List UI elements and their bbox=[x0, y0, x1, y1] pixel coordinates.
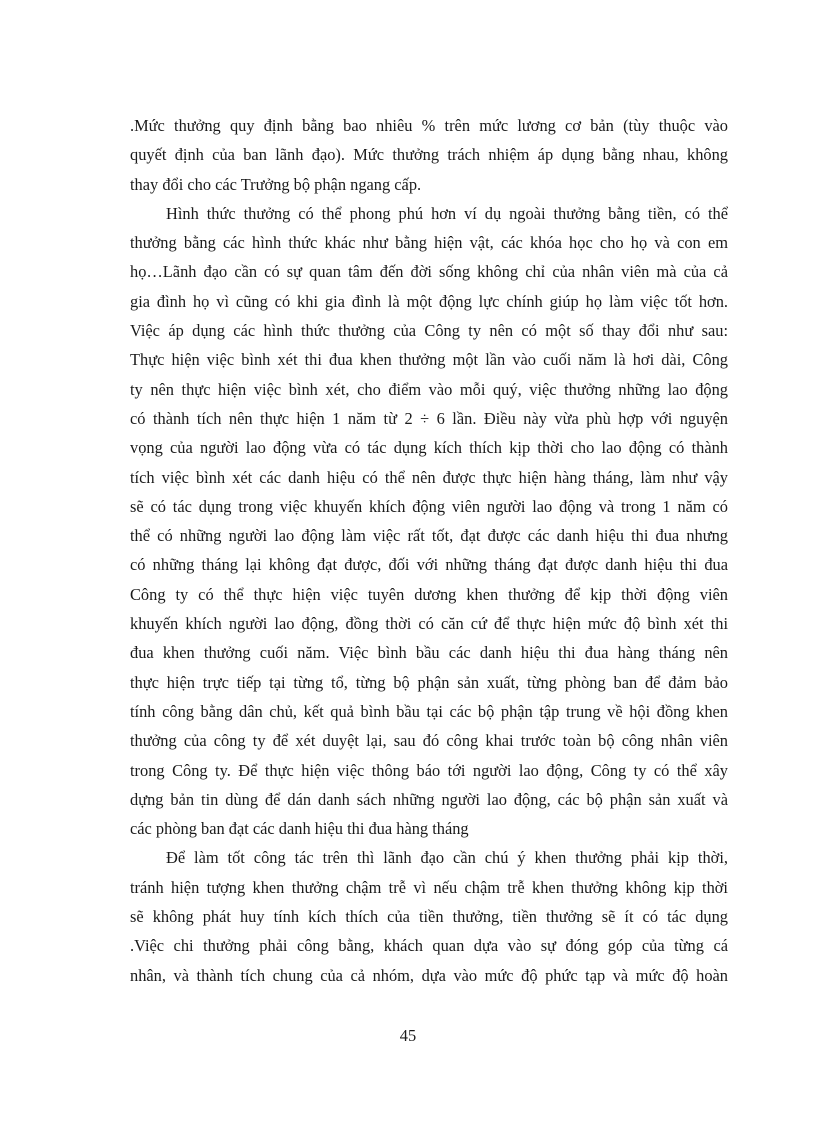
text-line: .Mức thưởng quy định bằng bao nhiêu % trên mức lương cơ bản (tùy thuộc vào bbox=[130, 116, 728, 135]
text-line: thưởng bằng các hình thức khác như bằng hiện vật, các khóa học cho họ và con em bbox=[130, 233, 728, 253]
text-line: đua khen thưởng cuối năm. Việc bình bầu các danh hiệu thi đua hàng tháng nên bbox=[130, 643, 728, 663]
text-line: khuyến khích người lao động, đồng thời có căn cứ để thực hiện mức độ bình xét thi bbox=[130, 614, 728, 634]
text-line: nhân, và thành tích chung của cả nhóm, dựa vào mức độ phức tạp và mức độ hoàn bbox=[130, 965, 728, 985]
text-line: tránh hiện tượng khen thưởng chậm trễ vì nếu chậm trễ khen thưởng không kịp thời bbox=[130, 877, 728, 897]
paragraph-start-line: Để làm tốt công tác trên thì lãnh đạo cần chú ý khen thưởng phải kịp thời, bbox=[166, 848, 728, 868]
text-line: gia đình họ vì cũng có khi gia đình là một động lực chính giúp họ làm việc tốt hơn. bbox=[130, 291, 728, 311]
text-line: họ…Lãnh đạo cần có sự quan tâm đến đời sống không chỉ của nhân viên mà của cả bbox=[130, 262, 728, 282]
text-line: ty nên thực hiện việc bình xét, cho điểm vào mỗi quý, việc thưởng những lao động bbox=[130, 379, 728, 399]
text-line: .Việc chi thưởng phải công bằng, khách quan dựa vào sự đóng góp của từng cá bbox=[130, 936, 728, 956]
text-line: thưởng của công ty để xét duyệt lại, sau đó công khai trước toàn bộ công nhân viên bbox=[130, 731, 728, 751]
text-line: quyết định của ban lãnh đạo). Mức thưởng trách nhiệm áp dụng bằng nhau, không bbox=[130, 145, 728, 165]
text-line: vọng của người lao động vừa có tác dụng kích thích kịp thời cho lao động có thành bbox=[130, 438, 728, 458]
text-line: sẽ có tác dụng trong việc khuyến khích động viên người lao động và trong 1 năm có bbox=[130, 496, 728, 516]
text-line: có thành tích nên thực hiện 1 năm từ 2 ÷ 6 lần. Điều này vừa phù hợp với nguyện bbox=[130, 408, 728, 428]
text-line: tính công bằng dân chủ, kết quả bình bầu tại các bộ phận tập trung về hội đồng khen bbox=[130, 701, 728, 721]
text-line: các phòng ban đạt các danh hiệu thi đua hàng tháng bbox=[130, 819, 469, 839]
text-line: có những tháng lại không đạt được, đối với những tháng đạt được danh hiệu thi đua bbox=[130, 555, 728, 575]
text-line: thể có những người lao động làm việc rất tốt, đạt được các danh hiệu thi đua nhưng bbox=[130, 526, 728, 546]
text-line: thay đổi cho các Trưởng bộ phận ngang cấp. bbox=[130, 174, 422, 194]
paragraph-start-line: Hình thức thưởng có thể phong phú hơn ví dụ ngoài thưởng bằng tiền, có thể bbox=[166, 203, 728, 223]
body-text bbox=[130, 111, 728, 990]
text-line: tích việc bình xét các danh hiệu có thể nên được thực hiện hàng tháng, làm như vậy bbox=[130, 467, 728, 487]
text-line: thực hiện trực tiếp tại từng tổ, từng bộ phận sản xuất, từng phòng ban để đảm bảo bbox=[130, 672, 728, 692]
text-line: dựng bản tin dùng để dán danh sách những người lao động, các bộ phận sản xuất và bbox=[130, 789, 728, 809]
page-number: 45 bbox=[399, 1026, 417, 1045]
text-line: sẽ không phát huy tính kích thích của tiền thưởng, tiền thưởng sẽ ít có tác dụng bbox=[130, 907, 728, 927]
text-line: Công ty có thể thực hiện việc tuyên dương khen thưởng để kịp thời động viên bbox=[130, 584, 728, 604]
text-line: Thực hiện việc bình xét thi đua khen thưởng một lần vào cuối năm là hơi dài, Công bbox=[130, 350, 728, 370]
text-line: trong Công ty. Để thực hiện việc thông báo tới người lao động, Công ty có thể xây bbox=[130, 760, 728, 780]
text-line: Việc áp dụng các hình thức thưởng của Công ty nên có một số thay đổi như sau: bbox=[130, 321, 728, 341]
